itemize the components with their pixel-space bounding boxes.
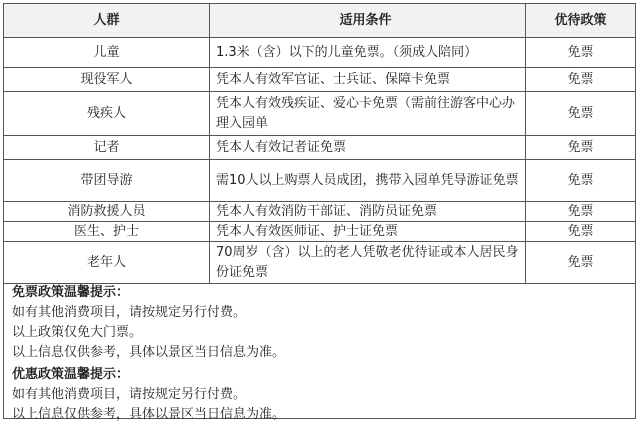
row-condition: 1.3米（含）以下的儿童免票。（须成人陪同） (210, 38, 526, 67)
table-row (4, 202, 635, 222)
header-condition: 适用条件 (210, 4, 526, 37)
row-group: 记者 (4, 136, 210, 159)
table-row (4, 160, 635, 202)
row-group: 医生、护士 (4, 222, 210, 241)
row-group: 儿童 (4, 38, 210, 67)
policy-table (3, 3, 636, 422)
table-row (4, 242, 635, 284)
row-condition: 凭本人有效军官证、士兵证、保障卡免票 (210, 68, 526, 91)
row-condition: 需10人以上购票人员成团，携带入园单凭导游证免票 (210, 160, 526, 201)
row-policy: 免票 (567, 203, 594, 219)
header-policy: 优待政策 (554, 12, 607, 28)
row-condition: 70周岁（含）以上的老人凭敬老优待证或本人居民身份证免票 (210, 242, 526, 283)
row-policy: 免票 (567, 223, 594, 239)
row-group: 消防救援人员 (4, 202, 210, 221)
free-note-item: 以上信息仅供参考，具体以景区当日信息为准。 (12, 345, 286, 360)
row-policy: 免票 (567, 172, 594, 188)
row-group: 现役军人 (4, 68, 210, 91)
row-condition: 凭本人有效残疾证、爱心卡免票（需前往游客中心办理入园单 (210, 92, 526, 135)
header-group: 人群 (4, 4, 210, 37)
row-policy: 免票 (567, 44, 594, 60)
row-policy: 免票 (567, 254, 594, 270)
row-policy: 免票 (567, 139, 594, 155)
table-row (4, 136, 635, 160)
table-row (4, 92, 635, 136)
row-policy: 免票 (567, 105, 594, 121)
free-note-item: 以上政策仅免大门票。 (12, 325, 143, 340)
row-group: 带团导游 (4, 160, 210, 201)
free-policy-title: 免票政策温馨提示： (12, 285, 130, 300)
table-row (4, 38, 635, 68)
discount-note-item: 以上信息仅供参考，具体以景区当日信息为准。 (12, 407, 286, 422)
free-note-item: 如有其他消费项目，请按规定另行付费。 (12, 305, 247, 320)
table-header (4, 4, 635, 38)
discount-policy-title: 优惠政策温馨提示： (12, 367, 130, 382)
table-row (4, 222, 635, 242)
row-policy: 免票 (567, 71, 594, 87)
discount-note-item: 如有其他消费项目，请按规定另行付费。 (12, 387, 247, 402)
row-group: 老年人 (4, 242, 210, 283)
row-group: 残疾人 (4, 92, 210, 135)
row-condition: 凭本人有效医师证、护士证免票 (210, 222, 526, 241)
row-condition: 凭本人有效消防干部证、消防员证免票 (210, 202, 526, 221)
table-row (4, 68, 635, 92)
row-condition: 凭本人有效记者证免票 (210, 136, 526, 159)
